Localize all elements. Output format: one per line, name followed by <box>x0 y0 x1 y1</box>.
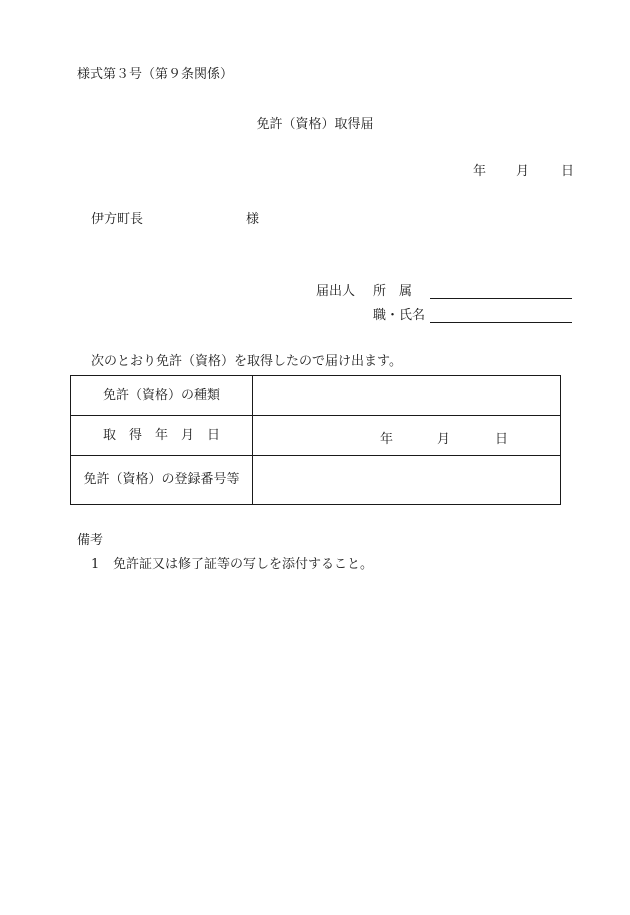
name-field[interactable] <box>430 322 572 323</box>
remark-text: 免許証又は修了証等の写しを添付すること。 <box>113 557 374 572</box>
affiliation-label: 所 属 <box>373 284 413 299</box>
remark-number: 1 <box>91 557 100 572</box>
notifier-label: 届出人 <box>316 284 356 299</box>
document-title: 免許（資格）取得届 <box>256 117 374 132</box>
acq-day-label: 日 <box>495 432 509 447</box>
registration-number-label: 免許（資格）の登録番号等 <box>71 456 253 505</box>
remark-item <box>91 557 373 573</box>
acquisition-date-label: 取 得 年 月 日 <box>71 416 253 456</box>
acq-month-label: 月 <box>437 432 451 447</box>
registration-number-field[interactable] <box>253 456 561 505</box>
date-year-label: 年 <box>473 164 487 179</box>
acq-year-label: 年 <box>380 432 394 447</box>
table-row-acquisition-date <box>71 416 561 456</box>
submission-date <box>473 164 574 180</box>
addressee-name: 伊方町長 <box>91 212 144 227</box>
name-label: 職・氏名 <box>373 308 426 323</box>
form-number: 様式第３号（第９条関係） <box>77 67 234 82</box>
affiliation-field[interactable] <box>430 298 572 299</box>
acquisition-date-field[interactable] <box>253 416 561 456</box>
remarks-title: 備考 <box>77 533 104 548</box>
license-type-label: 免許（資格）の種類 <box>71 376 253 416</box>
table-row-registration-number <box>71 456 561 505</box>
intro-text: 次のとおり免許（資格）を取得したので届け出ます。 <box>91 354 402 369</box>
addressee <box>91 212 260 228</box>
license-table <box>70 375 561 505</box>
license-type-field[interactable] <box>253 376 561 416</box>
table-row-license-type <box>71 376 561 416</box>
date-month-label: 月 <box>516 164 530 179</box>
date-day-label: 日 <box>561 164 575 179</box>
addressee-honorific: 様 <box>246 212 260 227</box>
